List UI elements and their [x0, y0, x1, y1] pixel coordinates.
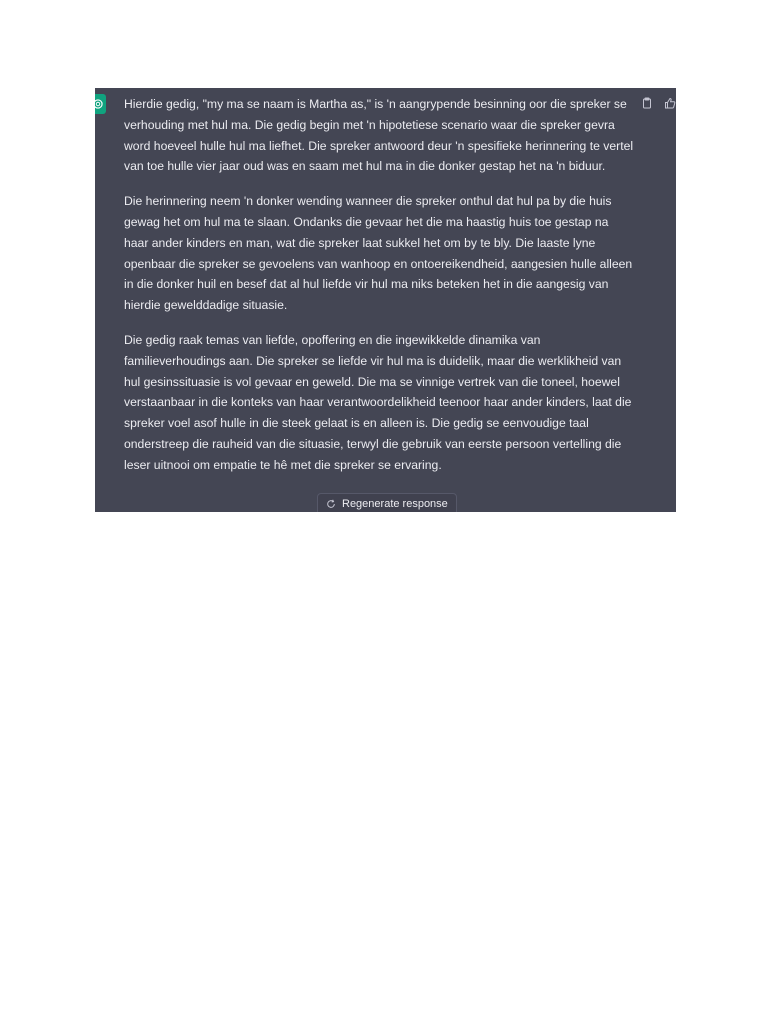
- thumbs-up-icon: [664, 97, 676, 109]
- regenerate-response-button[interactable]: [317, 493, 457, 512]
- copy-button[interactable]: [640, 96, 653, 109]
- refresh-icon: [326, 499, 336, 509]
- openai-logo-icon: [95, 97, 105, 111]
- message-actions: [640, 96, 676, 109]
- regenerate-label: Regenerate response: [342, 498, 448, 510]
- like-button[interactable]: [663, 96, 676, 109]
- message-paragraph-1: Hierdie gedig, "my ma se naam is Martha as," is 'n aangrypende besinning oor die spreker se verhouding met hul ma. Die gedig begin met 'n hipotetiese scenario waar die spreker gevra word hoeveel hulle hul ma liefhet. Die spreker antwoord deur 'n spesifieke herinnering te vertel van toe hulle vier jaar oud was en saam met hul ma in die donker gestap het na 'n biduur.: [124, 97, 634, 174]
- message-paragraph-2: Die herinnering neem 'n donker wending wanneer die spreker onthul dat hul pa by die huis gewag het om hul ma te slaan. Ondanks die gevaar het die ma haastig huis toe gestap na haar ander kinders en man, wat die spreker laat sukkel het om by te bly. Die laaste lyne openbaar die spreker se gevoelens van wanhoop en ontoereikendheid, aangesien hulle alleen in die donker huil en besef dat al hul liefde vir hul ma niks beteken het in die aangesig van hierdie gewelddadige situasie.: [124, 194, 633, 313]
- message-paragraph-3: Die gedig raak temas van liefde, opoffering en die ingewikkelde dinamika van familieverhoudings aan. Die spreker se liefde vir hul ma is duidelik, maar die werklikheid van hul gesinssituasie is vol gevaar en geweld. Die ma se vinnige vertrek van die toneel, hoewel verstaanbaar in die konteks van haar verantwoordelikheid teenoor haar ander kinders, laat die spreker voel asof hulle in die steek gelaat is en alleen is. Die gedig se eenvoudige taal onderstreep die rauheid van die situasie, terwyl die gebruik van eerste persoon vertelling die leser uitnooi om empatie te hê met die spreker se ervaring.: [124, 332, 632, 472]
- message-text: [124, 94, 636, 490]
- assistant-avatar: [95, 94, 106, 114]
- assistant-message-panel: [95, 88, 676, 512]
- clipboard-icon: [641, 97, 653, 109]
